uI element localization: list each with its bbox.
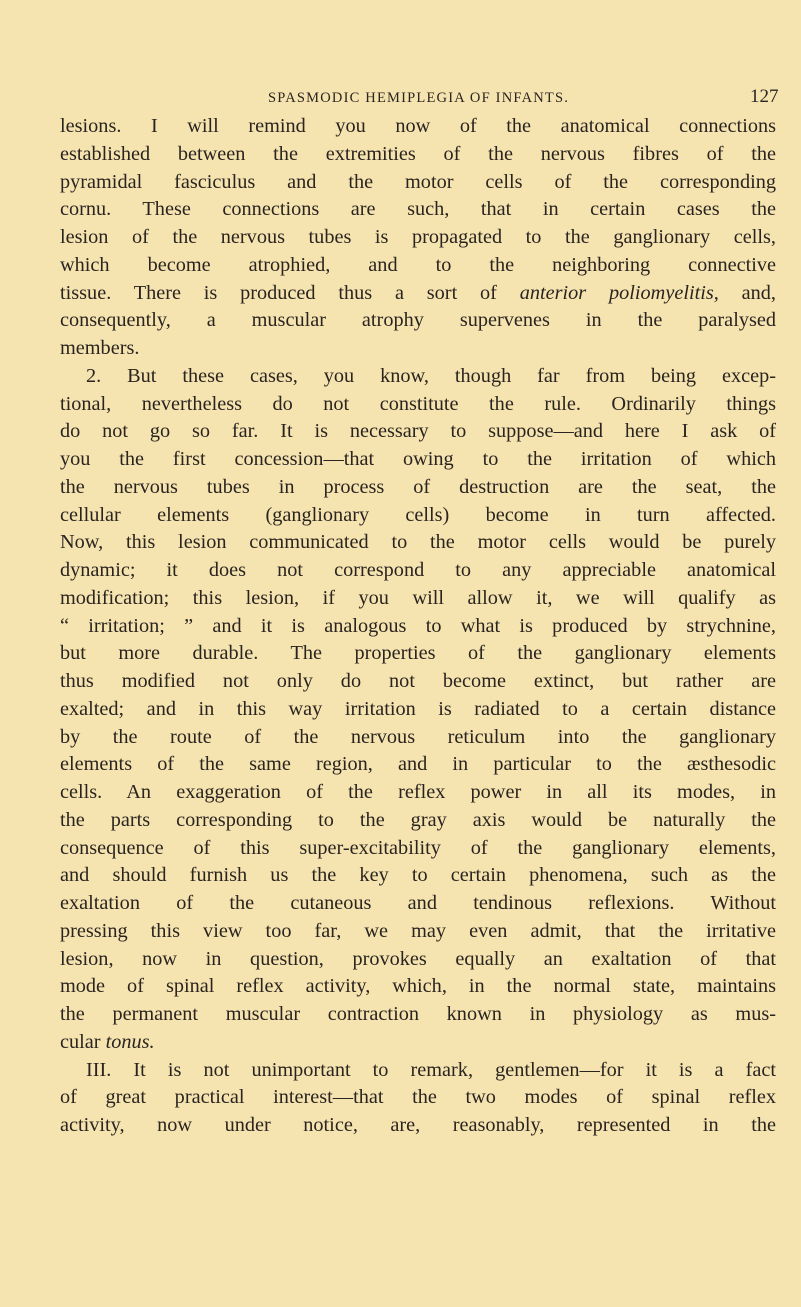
text-segment: by the route of the nervous reticulum into the ganglionary bbox=[60, 725, 776, 748]
text-segment: exalted; and in this way irritation is radiated to a certain distance bbox=[60, 697, 776, 720]
text-segment: elements of the same region, and in particular to the æsthesodic bbox=[60, 753, 776, 776]
text-segment: tional, nevertheless do not constitute the rule. Ordinarily things bbox=[60, 392, 776, 415]
page-number: 127 bbox=[750, 86, 779, 107]
text-line bbox=[60, 335, 776, 363]
text-line bbox=[60, 1029, 776, 1057]
text-line bbox=[60, 474, 776, 502]
text-segment: do not go so far. It is necessary to suppose—and here I ask of bbox=[60, 420, 776, 443]
text-line bbox=[60, 613, 776, 641]
text-segment: thus modified not only do not become extinct, but rather are bbox=[60, 670, 776, 692]
text-segment: III. It is not unimportant to remark, gentlemen—for it is a fact bbox=[86, 1058, 776, 1081]
text-line bbox=[60, 224, 776, 252]
text-line bbox=[60, 113, 776, 141]
text-line bbox=[60, 169, 776, 197]
body-text bbox=[60, 113, 776, 1140]
text-line bbox=[60, 835, 776, 863]
text-line bbox=[60, 529, 776, 557]
text-segment: but more durable. The properties of the ganglionary elements bbox=[60, 642, 776, 665]
text-segment: Now, this lesion communicated to the motor cells would be purely bbox=[60, 531, 776, 554]
text-line bbox=[60, 1084, 776, 1112]
text-line bbox=[60, 502, 776, 530]
text-segment: activity, now under notice, are, reasonably, represented in the bbox=[60, 1114, 776, 1136]
text-line bbox=[60, 141, 776, 169]
text-line bbox=[60, 1057, 776, 1085]
text-line bbox=[60, 946, 776, 974]
text-segment: cells. An exaggeration of the reflex power in all its modes, in bbox=[60, 781, 776, 803]
text-segment: cellular elements (ganglionary cells) become in turn affected. bbox=[60, 503, 776, 526]
text-segment: modification; this lesion, if you will allow it, we will qualify as bbox=[60, 586, 776, 609]
text-line bbox=[60, 640, 776, 668]
text-segment: lesions. I will remind you now of the anatomical connections bbox=[60, 115, 776, 137]
running-head: SPASMODIC HEMIPLEGIA OF INFANTS. bbox=[268, 90, 570, 106]
text-segment: tissue. There is produced thus a sort of bbox=[60, 281, 520, 304]
text-segment: dynamic; it does not correspond to any appreciable anatomical bbox=[60, 559, 776, 581]
text-segment: consequence of this super-excitability of the ganglionary elements, bbox=[60, 836, 776, 859]
text-line bbox=[60, 363, 776, 391]
text-segment: the permanent muscular contraction known in physiology as mus- bbox=[60, 1003, 776, 1025]
text-segment: the nervous tubes in process of destruction are the seat, the bbox=[60, 475, 776, 498]
italic-text: tonus. bbox=[105, 1030, 155, 1053]
text-line bbox=[60, 1001, 776, 1029]
text-line bbox=[60, 862, 776, 890]
text-line bbox=[60, 585, 776, 613]
text-segment: which become atrophied, and to the neighboring connective bbox=[60, 253, 776, 276]
text-segment: mode of spinal reflex activity, which, in the normal state, maintains bbox=[60, 975, 776, 998]
text-segment: cular bbox=[60, 1030, 106, 1053]
text-line bbox=[60, 668, 776, 696]
text-segment: members. bbox=[60, 337, 140, 359]
text-segment: and should furnish us the key to certain phenomena, such as the bbox=[60, 864, 776, 887]
text-line bbox=[60, 446, 776, 474]
text-line bbox=[60, 1112, 776, 1140]
italic-text: anterior poliomyelitis, bbox=[519, 281, 719, 304]
text-line bbox=[60, 696, 776, 724]
text-segment: lesion, now in question, provokes equally an exaltation of that bbox=[60, 947, 776, 970]
text-line bbox=[60, 418, 776, 446]
text-line bbox=[60, 307, 776, 335]
text-line bbox=[60, 196, 776, 224]
text-line bbox=[60, 973, 776, 1001]
text-segment: cornu. These connections are such, that in certain cases the bbox=[60, 198, 776, 221]
text-segment: exaltation of the cutaneous and tendinous reflexions. Without bbox=[60, 892, 776, 914]
text-segment: pressing this view too far, we may even admit, that the irritative bbox=[60, 919, 776, 942]
text-line bbox=[60, 807, 776, 835]
text-segment: you the first concession—that owing to the irritation of which bbox=[60, 448, 776, 470]
text-segment: 2. But these cases, you know, though far from being excep- bbox=[86, 364, 776, 387]
text-line bbox=[60, 280, 776, 308]
text-segment: the parts corresponding to the gray axis would be naturally the bbox=[60, 808, 776, 831]
text-segment: of great practical interest—that the two modes of spinal reflex bbox=[60, 1086, 776, 1109]
text-line bbox=[60, 391, 776, 419]
text-segment: and, bbox=[718, 281, 776, 304]
text-line bbox=[60, 779, 776, 807]
text-line bbox=[60, 724, 776, 752]
text-segment: consequently, a muscular atrophy supervenes in the paralysed bbox=[60, 309, 776, 332]
text-line bbox=[60, 918, 776, 946]
text-segment: pyramidal fasciculus and the motor cells of the corresponding bbox=[60, 170, 776, 193]
text-line bbox=[60, 557, 776, 585]
text-line bbox=[60, 890, 776, 918]
text-segment: lesion of the nervous tubes is propagated to the ganglionary cells, bbox=[60, 226, 776, 248]
text-segment: “ irritation; ” and it is analogous to what is produced by strychnine, bbox=[60, 614, 776, 637]
text-segment: established between the extremities of the nervous fibres of the bbox=[60, 142, 776, 165]
text-line bbox=[60, 252, 776, 280]
text-line bbox=[60, 751, 776, 779]
